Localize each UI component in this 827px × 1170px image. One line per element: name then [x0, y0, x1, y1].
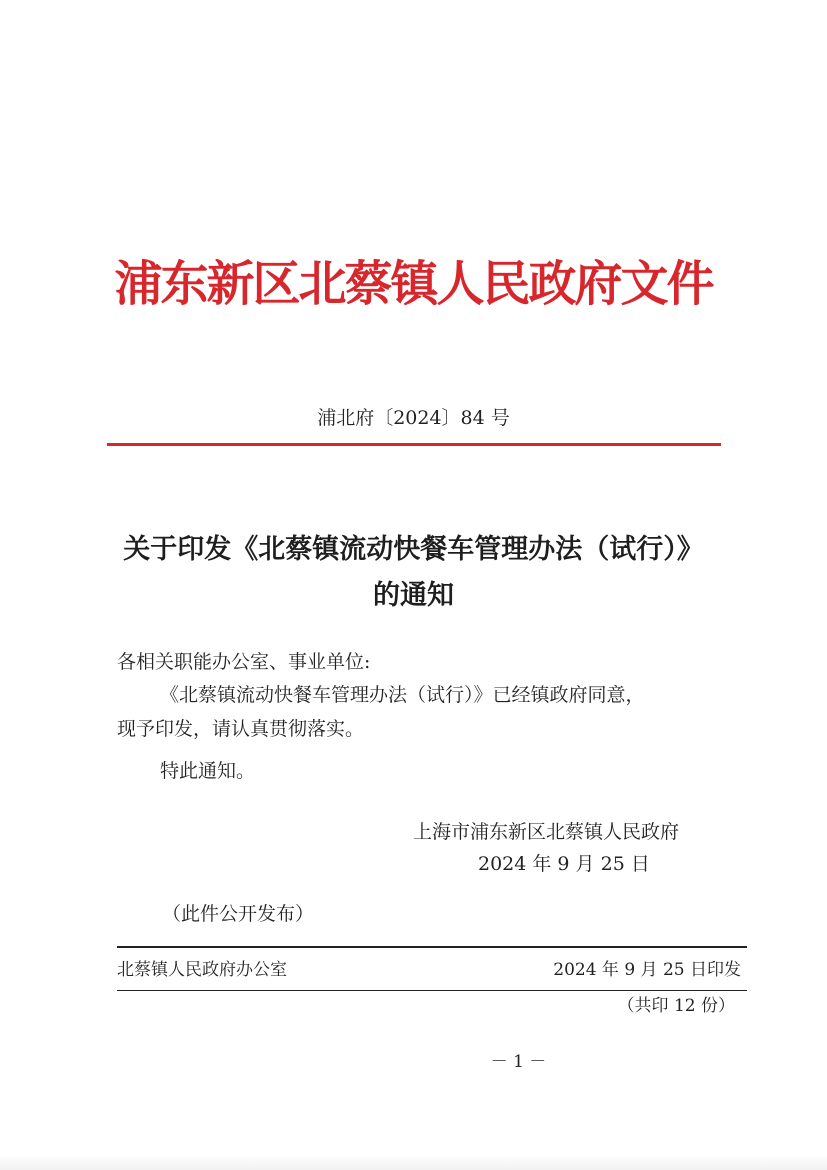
- publication-note: （此件公开发布）: [162, 903, 315, 925]
- copies-count: （共印 12 份）: [617, 996, 735, 1016]
- document-number: 浦北府〔2024〕84 号: [317, 407, 510, 429]
- print-office: 北蔡镇人民政府办公室: [117, 960, 287, 980]
- footer-bottom-rule: [117, 990, 747, 991]
- issue-date: 2024 年 9 月 25 日: [478, 853, 650, 875]
- notice-title-line-2: 的通知: [373, 580, 454, 611]
- document-header-title: 浦东新区北蔡镇人民政府文件: [114, 256, 713, 312]
- footer-top-rule: [117, 946, 747, 948]
- body-paragraph-line-2: 现予印发，请认真贯彻落实。: [117, 718, 365, 740]
- closing-remark: 特此通知。: [160, 760, 256, 782]
- print-date: 2024 年 9 月 25 日印发: [553, 960, 741, 980]
- page-number: － 1 －: [490, 1052, 547, 1072]
- salutation: 各相关职能办公室、事业单位:: [117, 651, 371, 673]
- red-divider-line: [107, 443, 721, 446]
- issuer-signature: 上海市浦东新区北蔡镇人民政府: [413, 821, 680, 843]
- body-paragraph-line-1: 《北蔡镇流动快餐车管理办法（试行）》已经镇政府同意，: [160, 684, 645, 706]
- scan-bottom-edge: [0, 1154, 827, 1170]
- notice-title-line-1: 关于印发《北蔡镇流动快餐车管理办法（试行）》: [123, 534, 704, 565]
